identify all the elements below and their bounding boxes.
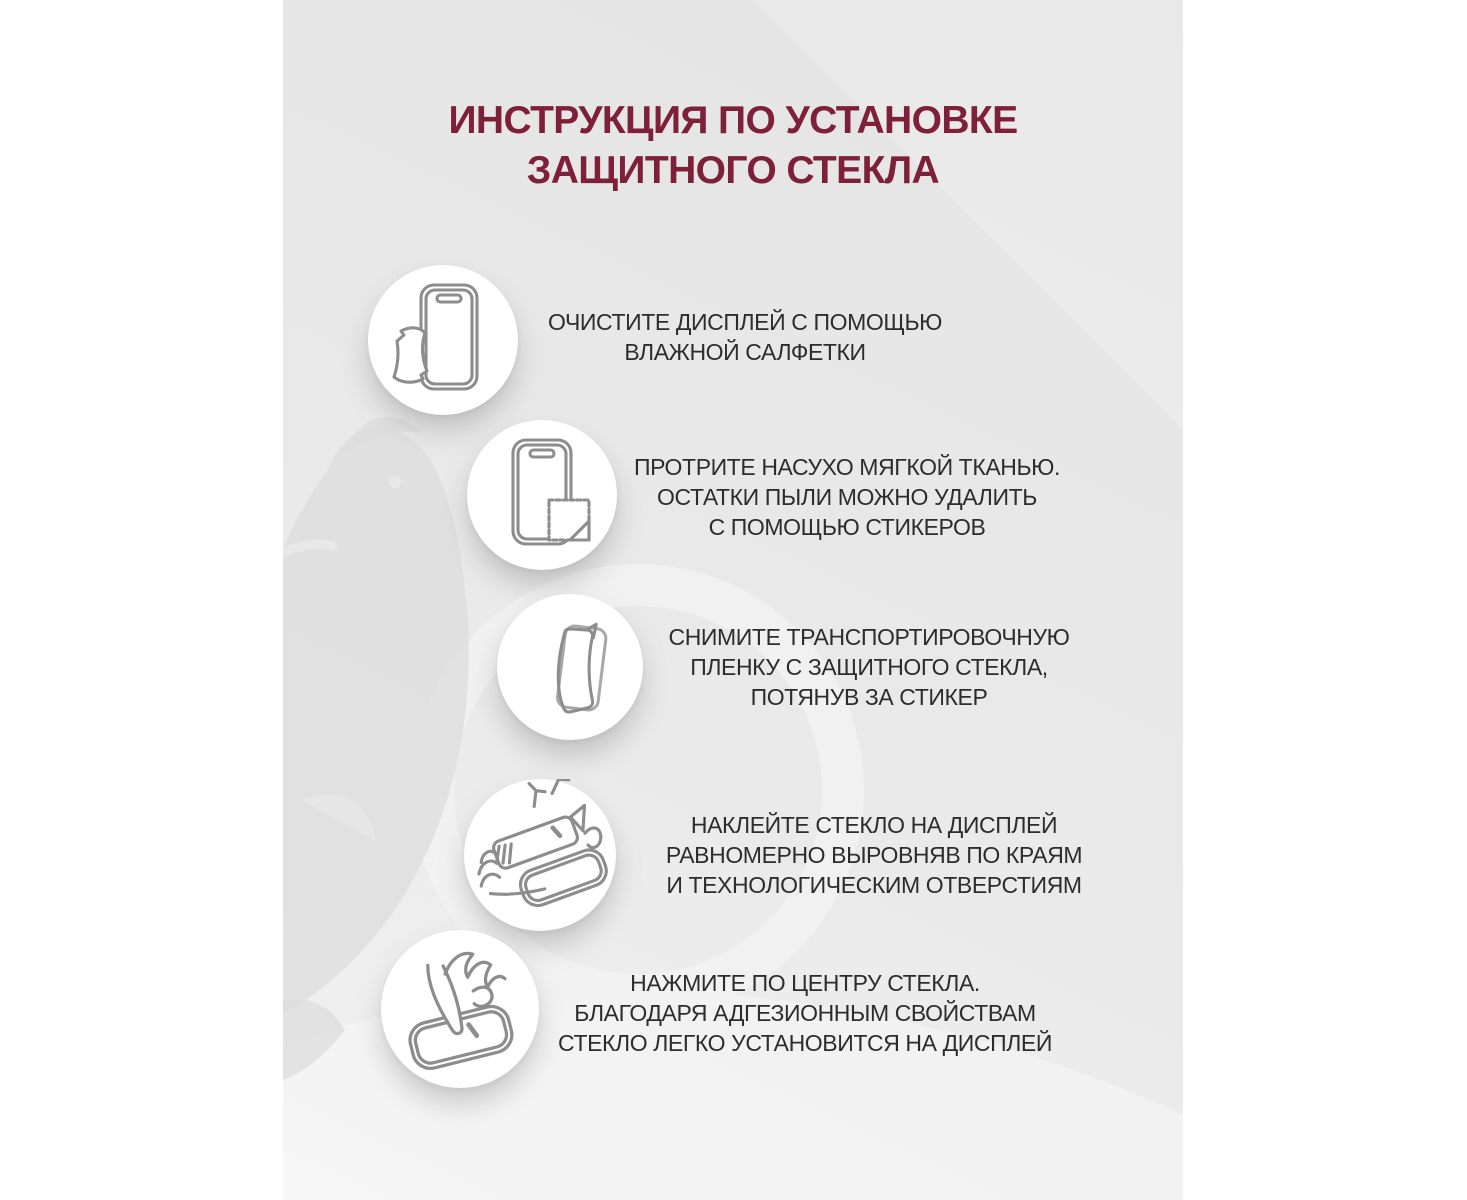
step-text-line: ПОТЯНУВ ЗА СТИКЕР bbox=[750, 684, 988, 710]
press-glass-center-icon bbox=[381, 930, 539, 1088]
step-text-line: ВЛАЖНОЙ САЛФЕТКИ bbox=[624, 339, 866, 365]
step-text-line: СТЕКЛО ЛЕГКО УСТАНОВИТСЯ НА ДИСПЛЕЙ bbox=[558, 1030, 1052, 1056]
phone-wet-wipe-icon bbox=[368, 265, 518, 415]
page-title-line-1: ИНСТРУКЦИЯ ПО УСТАНОВКЕ bbox=[448, 99, 1018, 142]
step-3-text bbox=[668, 622, 1069, 712]
align-glass-on-display-icon bbox=[464, 779, 616, 931]
step-text-line: ПЛЕНКУ С ЗАЩИТНОГО СТЕКЛА, bbox=[690, 654, 1048, 680]
step-5-text bbox=[558, 968, 1052, 1058]
instruction-poster bbox=[283, 0, 1183, 1200]
transport-film-peel-icon bbox=[497, 594, 643, 740]
step-3-icon-circle bbox=[497, 594, 643, 740]
page-title bbox=[283, 96, 1183, 196]
step-1-icon-circle bbox=[368, 265, 518, 415]
step-4-icon-circle bbox=[464, 779, 616, 931]
page-title-line-2: ЗАЩИТНОГО СТЕКЛА bbox=[526, 149, 940, 192]
step-text-line: РАВНОМЕРНО ВЫРОВНЯВ ПО КРАЯМ bbox=[665, 842, 1083, 868]
step-text-line: ОСТАТКИ ПЫЛИ МОЖНО УДАЛИТЬ bbox=[657, 484, 1037, 510]
step-text-line: НАЖМИТЕ ПО ЦЕНТРУ СТЕКЛА. bbox=[630, 970, 980, 996]
step-2-icon-circle bbox=[467, 420, 617, 570]
step-text-line: С ПОМОЩЬЮ СТИКЕРОВ bbox=[708, 514, 986, 540]
step-4-text bbox=[666, 810, 1082, 900]
step-text-line: БЛАГОДАРЯ АДГЕЗИОННЫМ СВОЙСТВАМ bbox=[574, 1000, 1036, 1026]
step-text-line: ПРОТРИТЕ НАСУХО МЯГКОЙ ТКАНЬЮ. bbox=[633, 454, 1061, 480]
step-text-line: И ТЕХНОЛОГИЧЕСКИМ ОТВЕРСТИЯМ bbox=[666, 872, 1082, 898]
step-2-text bbox=[634, 452, 1060, 542]
step-1-text bbox=[548, 307, 942, 367]
whale-eye bbox=[389, 476, 401, 488]
phone-dust-sticker-icon bbox=[467, 420, 617, 570]
step-5-icon-circle bbox=[381, 930, 539, 1088]
step-text-line: НАКЛЕЙТЕ СТЕКЛО НА ДИСПЛЕЙ bbox=[690, 812, 1058, 838]
step-text-line: СНИМИТЕ ТРАНСПОРТИРОВОЧНУЮ bbox=[668, 624, 1070, 650]
step-text-line: ОЧИСТИТЕ ДИСПЛЕЙ С ПОМОЩЬЮ bbox=[547, 309, 943, 335]
